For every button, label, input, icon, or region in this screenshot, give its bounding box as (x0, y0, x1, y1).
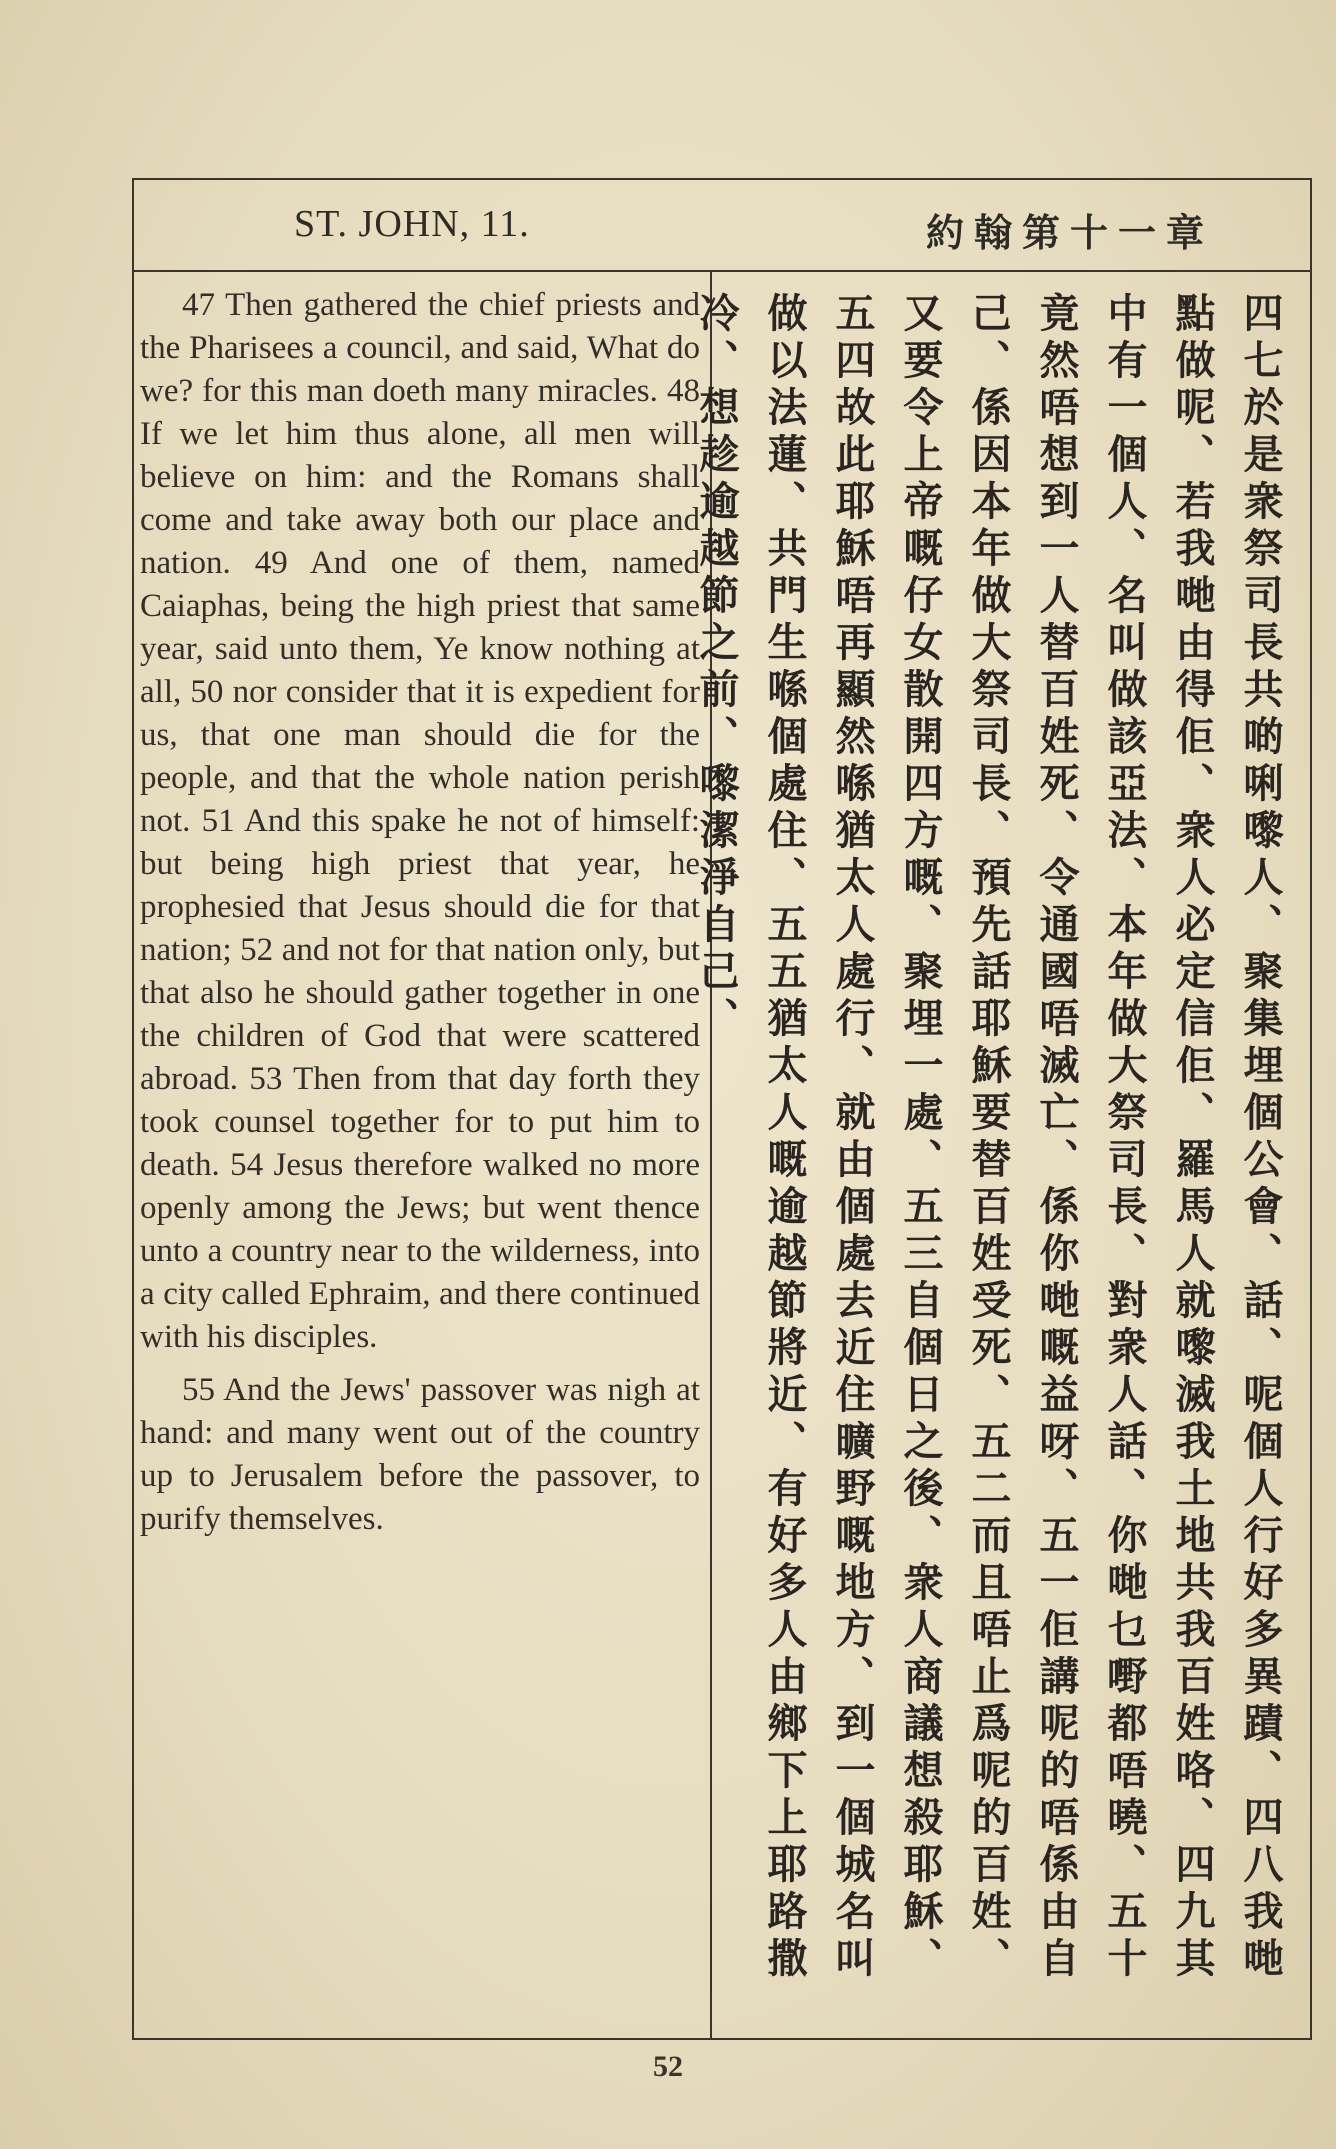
page-frame (132, 178, 1312, 2040)
english-paragraph: 47 Then gathered the chief priests and the Pharisees a council, and said, What do we? for this man doeth many miracles. 48 If we let him thus alone, all men will believe on him: and the Romans shall come and take away both our place and nation. 49 And one of them, named Caiaphas, being the high priest that same year, said unto them, Ye know nothing at all, 50 nor consider that it is expedient for us, that one man should die for the people, and that the whole nation perish not. 51 And this spake he not of himself: but being high priest that year, he prophesied that Jesus should die for that nation; 52 and not for that nation only, but that also he should gather together in one the children of God that were scattered abroad. 53 Then from that day forth they took counsel together for to put him to death. 54 Jesus therefore walked no more openly among the Jews; but went thence unto a country near to the wilderness, into a city called Ephraim, and there continued with his disciples. (140, 287, 700, 1355)
english-text-column (140, 284, 700, 2004)
english-paragraph: 55 And the Jews' passover was nigh at hand: and many went out of the country up to Jerusalem before the passover, to purify themselves. (140, 1372, 700, 1537)
page-number: 52 (653, 2050, 683, 2083)
running-header (134, 180, 1310, 272)
english-running-title: ST. JOHN, 11. (294, 203, 530, 245)
chinese-running-title: 約翰第十一章 (925, 211, 1214, 255)
chinese-text-column: 四七於是衆祭司長共啲唎嚟人、聚集埋個公會、話、呢個人行好多異蹟、四八我哋點做呢、若我哋由得佢、衆人必定信佢、羅馬人就嚟滅我土地共我百姓咯、四九其中有一個人、名叫做該亞法、本年做大祭司長、對衆人話、你哋乜嘢都唔曉、五十竟然唔想到一人替百姓死、令通國唔滅亡、係你哋嘅益呀、五一佢講呢的唔係由自己、係因本年做大祭司長、預先話耶穌要替百姓受死、五二而且唔止爲呢的百姓、又要令上帝嘅仔女散開四方嘅、聚埋一處、五三自個日之後、衆人商議想殺耶穌、五四故此耶穌唔再顯然喺猶太人處行、就由個處去近住曠野嘅地方、到一個城名叫做以法蓮、共門生喺個處住、五五猶太人嘅逾越節將近、有好多人由鄉下上耶路撒冷、想趁逾越節之前、嚟潔淨自己、 (693, 292, 1283, 1984)
